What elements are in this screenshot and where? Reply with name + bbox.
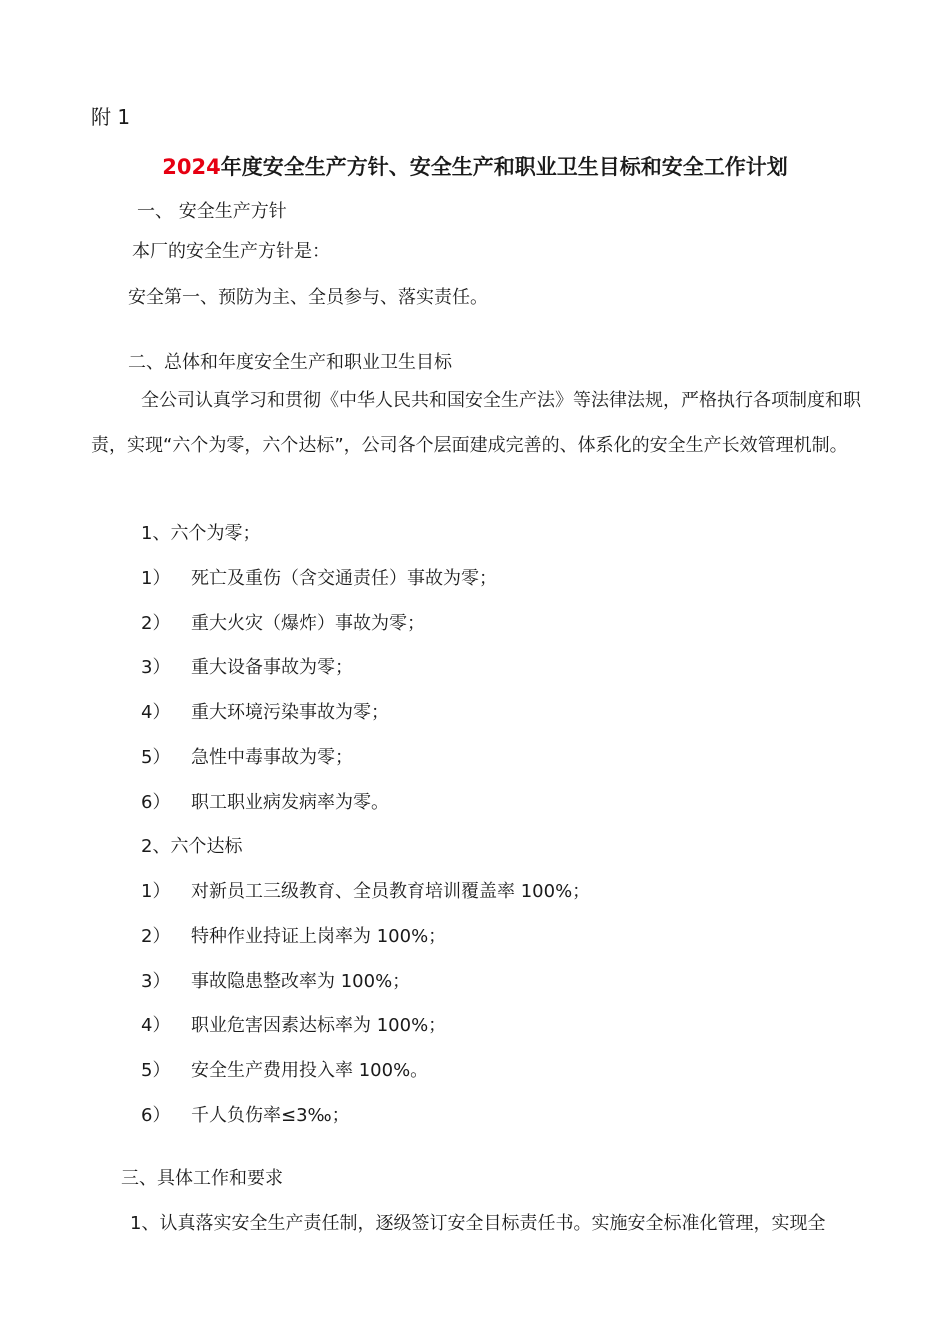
list-item <box>141 1059 428 1083</box>
list-item <box>141 970 410 994</box>
list-item <box>141 612 425 636</box>
item-number: 3） <box>141 971 171 992</box>
standard-heading: 2、六个达标 <box>141 836 243 857</box>
section3-item1: 1、认真落实安全生产责任制，逐级签订安全目标责任书。实施安全标准化管理，实现全 <box>130 1213 826 1234</box>
list-item <box>141 1014 446 1038</box>
list-item <box>141 656 353 680</box>
item-text: 重大设备事故为零； <box>191 657 353 678</box>
item-number: 1） <box>141 881 171 902</box>
item-text: 安全生产费用投入率 100%。 <box>191 1060 429 1081</box>
item-text: 事故隐患整改率为 100%； <box>191 971 411 992</box>
item-text: 职工职业病发病率为零。 <box>191 792 389 813</box>
item-number: 2） <box>141 926 171 947</box>
item-text: 重大火灾（爆炸）事故为零； <box>191 613 425 634</box>
zero-heading: 1、六个为零； <box>141 523 261 544</box>
list-item <box>141 791 389 815</box>
item-number: 2） <box>141 613 171 634</box>
item-text: 急性中毒事故为零； <box>191 747 353 768</box>
item-number: 4） <box>141 1015 171 1036</box>
title-text: 年度安全生产方针、安全生产和职业卫生目标和安全工作计划 <box>220 155 788 179</box>
item-text: 千人负伤率≤3‰； <box>191 1105 350 1126</box>
list-item <box>141 567 497 591</box>
item-text: 重大环境污染事故为零； <box>191 702 389 723</box>
item-number: 5） <box>141 1060 171 1081</box>
item-number: 6） <box>141 1105 171 1126</box>
item-number: 6） <box>141 792 171 813</box>
section1-heading: 一、 安全生产方针 <box>137 201 287 222</box>
section3-heading: 三、具体工作和要求 <box>121 1168 283 1189</box>
item-text: 职业危害因素达标率为 100%； <box>191 1015 447 1036</box>
item-number: 4） <box>141 702 171 723</box>
item-text: 特种作业持证上岗率为 100%； <box>191 926 447 947</box>
section1-intro: 本厂的安全生产方针是： <box>132 241 330 262</box>
section2-paragraph: 全公司认真学习和贯彻《中华人民共和国安全生产法》等法律法规，严格执行各项制度和职责，实现“六个为零，六个达标”，公司各个层面建成完善的、体系化的安全生产长效管理机制。 <box>91 390 861 456</box>
list-item <box>141 746 353 770</box>
item-text: 对新员工三级教育、全员教育培训覆盖率 100%； <box>191 881 591 902</box>
list-item <box>141 1104 350 1128</box>
item-number: 3） <box>141 657 171 678</box>
item-text: 死亡及重伤（含交通责任）事故为零； <box>191 568 497 589</box>
item-number: 1） <box>141 568 171 589</box>
list-item <box>141 925 446 949</box>
attachment-label: 附 1 <box>91 105 131 129</box>
document-title <box>0 155 950 179</box>
section1-policy: 安全第一、预防为主、全员参与、落实责任。 <box>128 287 488 308</box>
section2-heading: 二、总体和年度安全生产和职业卫生目标 <box>128 352 452 373</box>
item-number: 5） <box>141 747 171 768</box>
title-year: 2024 <box>162 155 221 179</box>
list-item <box>141 880 590 904</box>
list-item <box>141 701 389 725</box>
